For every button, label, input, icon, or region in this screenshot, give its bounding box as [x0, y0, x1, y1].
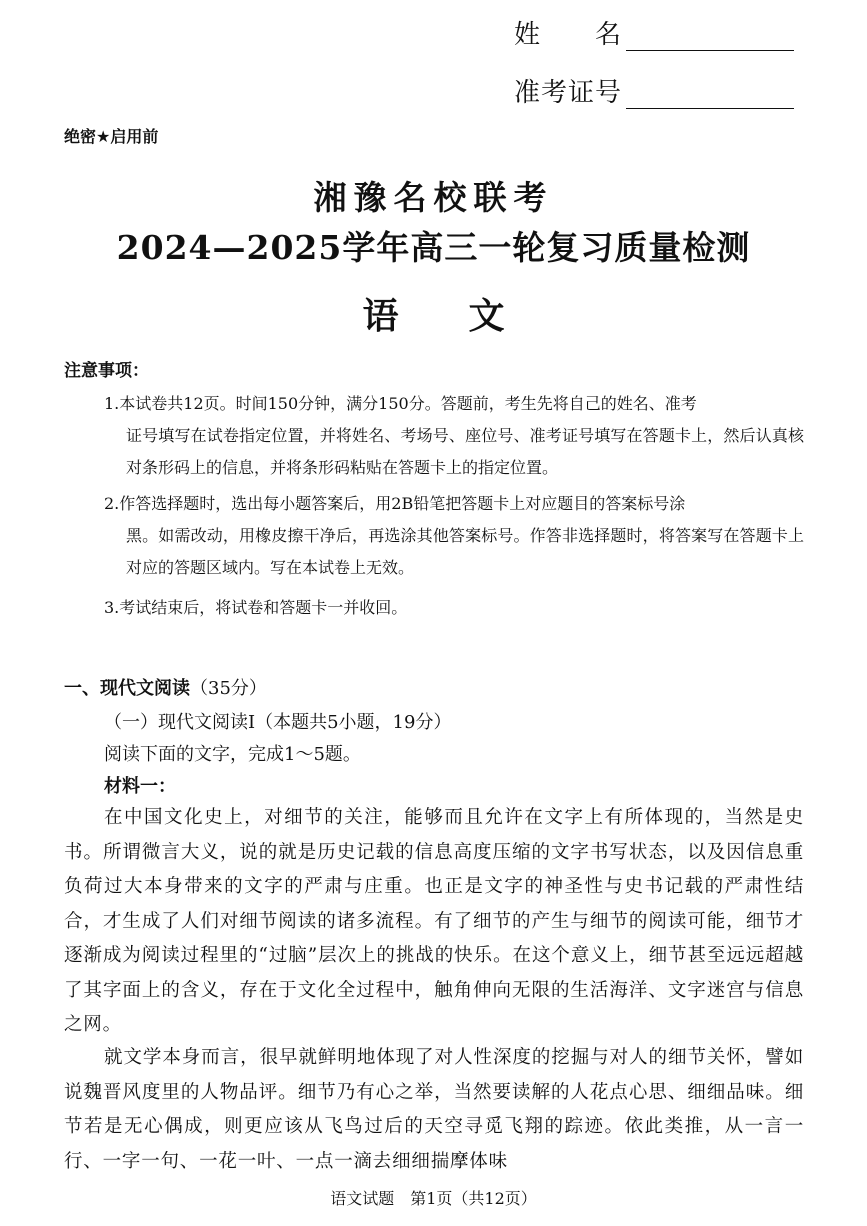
- id-underline[interactable]: [626, 80, 794, 109]
- note-first-line: 2.作答选择题时，选出每小题答案后，用2B铅笔把答题卡上对应题目的答案标号涂: [104, 494, 686, 513]
- note-item: [104, 592, 804, 624]
- name-label: 姓 名: [514, 20, 623, 50]
- note-continuation: 黑。如需改动，用橡皮擦干净后，再选涂其他答案标号。作答非选择题时，将答案写在答题卡上对应的答题区域内。写在本试卷上无效。: [126, 526, 804, 577]
- section-title: 一、现代文阅读: [64, 678, 190, 699]
- exam-title-line1: 湘豫名校联考: [313, 178, 554, 217]
- section-points: （35分）: [190, 678, 267, 699]
- subject-title: 语文: [362, 296, 575, 337]
- note-first-line: 3.考试结束后，将试卷和答题卡一并收回。: [104, 598, 408, 617]
- note-continuation: 证号填写在试卷指定位置，并将姓名、考场号、座位号、准考证号填写在答题卡上，然后认真核对条形码上的信息，并将条形码粘贴在答题卡上的指定位置。: [126, 426, 804, 477]
- id-field: [514, 72, 794, 109]
- note-first-line: 1.本试卷共12页。时间150分钟，满分150分。答题前，考生先将自己的姓名、准考: [104, 394, 697, 413]
- name-underline[interactable]: [626, 22, 794, 51]
- passage-paragraph: 就文学本身而言，很早就鲜明地体现了对人性深度的挖掘与对人的细节关怀，譬如说魏晋风度里的人物品评。细节乃有心之举，当然要读解的人花点心思、细细品味。细节若是无心偶成，则更应该从飞鸟过后的天空寻觅飞翔的踪迹。依此类推，从一言一行、一字一句、一花一叶、一点一滴去细细揣摩体味: [64, 1047, 804, 1172]
- reading-instruction: 阅读下面的文字，完成1～5题。: [104, 744, 361, 765]
- name-field: [514, 14, 794, 51]
- material-label: 材料一：: [104, 776, 176, 797]
- passage-paragraph: 在中国文化史上，对细节的关注，能够而且允许在文字上有所体现的，当然是史书。所谓微言大义，说的就是历史记载的信息高度压缩的文字书写状态，以及因信息重负荷过大本身带来的文字的严肃与庄重。也正是文字的神圣性与史书记载的严肃性结合，才生成了人们对细节阅读的诸多流程。有了细节的产生与细节的阅读可能，细节才逐渐成为阅读过程里的“过脑”层次上的挑战的快乐。在这个意义上，细节甚至远远超越了其字面上的含义，存在于文化全过程中，触角伸向无限的生活海洋、文字迷宫与信息之网。: [64, 807, 804, 1035]
- id-label: 准考证号: [514, 78, 623, 108]
- confidential-mark: 绝密★启用前: [64, 127, 159, 146]
- note-item: [104, 388, 804, 484]
- subsection-title: （一）现代文阅读Ⅰ（本题共5小题，19分）: [104, 712, 452, 733]
- note-item: [104, 488, 804, 584]
- section-heading: [64, 674, 267, 700]
- notes-heading: 注意事项：: [64, 361, 149, 381]
- page-footer: 语文试题 第1页（共12页）: [330, 1189, 537, 1208]
- exam-title-line2: 2024—2025学年高三一轮复习质量检测: [116, 228, 751, 267]
